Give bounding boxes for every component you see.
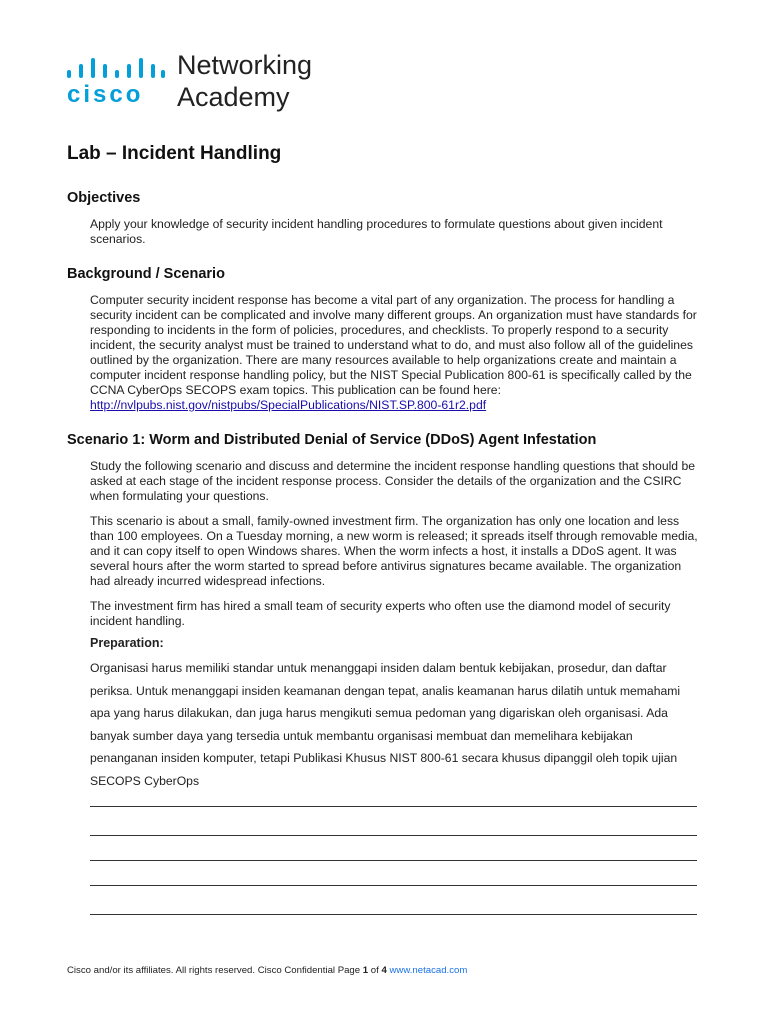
scenario1-heading: Scenario 1: Worm and Distributed Denial of Service (DDoS) Agent Infestation bbox=[67, 432, 597, 448]
footer-text: Cisco and/or its affiliates. All rights reserved. Cisco Confidential Page bbox=[67, 965, 361, 976]
answer-line bbox=[90, 860, 697, 861]
answer-line bbox=[90, 806, 697, 807]
cisco-bars-icon bbox=[67, 56, 165, 78]
cisco-networking-academy-logo bbox=[67, 50, 327, 114]
footer-site-link[interactable]: www.netacad.com bbox=[389, 965, 468, 976]
background-text: Computer security incident response has become a vital part of any organization. The process for handling a security incident can be complicated and involve many different groups. An organization must have standards for responding to incidents in the form of policies, procedures, and checklists. To properly respond to a security incident, the security analyst must be trained to understand what to do, and must also follow all of the guidelines outlined by the organization. There are many resources available to help organizations create and maintain a computer incident response handling policy, but the NIST Special Publication 800-61 is specifically called by the CCNA CyberOps SECOPS exam topics. This publication can be found here: bbox=[90, 293, 697, 397]
page-footer bbox=[67, 965, 467, 976]
preparation-label: Preparation: bbox=[90, 636, 164, 650]
scenario1-paragraph-1: Study the following scenario and discuss and determine the incident response handling questions that should be asked at each stage of the incident response process. Consider the details of the organization and the CSIRC when formulating your questions. bbox=[90, 459, 696, 503]
logo-networking-text: Networking bbox=[177, 50, 313, 80]
scenario1-paragraph-3: The investment firm has hired a small team of security experts who often use the diamond model of security incident handling. bbox=[90, 599, 671, 628]
footer-page-number: 1 bbox=[362, 965, 369, 976]
logo-academy-text: Academy bbox=[177, 82, 290, 112]
footer-of: of bbox=[370, 965, 379, 976]
answer-line bbox=[90, 835, 697, 836]
objectives-text: Apply your knowledge of security incident handling procedures to formulate questions about given incident scenarios. bbox=[90, 217, 663, 246]
background-heading: Background / Scenario bbox=[67, 266, 225, 282]
background-section bbox=[90, 293, 702, 413]
cisco-wordmark: cisco bbox=[67, 81, 144, 108]
answer-line bbox=[90, 914, 697, 915]
answer-line bbox=[90, 885, 697, 886]
scenario1-paragraph-2: This scenario is about a small, family-owned investment firm. The organization has only one location and less than 100 employees. On a Tuesday morning, a new worm is released; it spreads itself through removable media, and it can copy itself to open Windows shares. When the worm infects a host, it installs a DDoS agent. It was several hours after the worm started to spread before antivirus signatures became available. The organization had already incurred widespread infections. bbox=[90, 514, 698, 588]
page-title: Lab – Incident Handling bbox=[67, 143, 282, 164]
nist-publication-link[interactable]: http://nvlpubs.nist.gov/nistpubs/SpecialPublications/NIST.SP.800-61r2.pdf bbox=[90, 398, 487, 412]
objectives-heading: Objectives bbox=[67, 190, 141, 206]
preparation-answer[interactable]: Organisasi harus memiliki standar untuk menanggapi insiden dalam bentuk kebijakan, prosedur, dan daftar periksa. Untuk menanggapi insiden keamanan dengan tepat, analis keamanan harus dilatih untuk memahami apa yang harus dilakukan, dan juga harus mengikuti semua pedoman yang digariskan oleh organisasi. Ada banyak sumber daya yang tersedia untuk membantu organisasi membuat dan memelihara kebijakan penanganan insiden komputer, tetapi Publikasi Khusus NIST 800-61 secara khusus dipanggil oleh topik ujian SECOPS CyberOps bbox=[90, 661, 681, 788]
footer-page-total: 4 bbox=[381, 965, 387, 976]
